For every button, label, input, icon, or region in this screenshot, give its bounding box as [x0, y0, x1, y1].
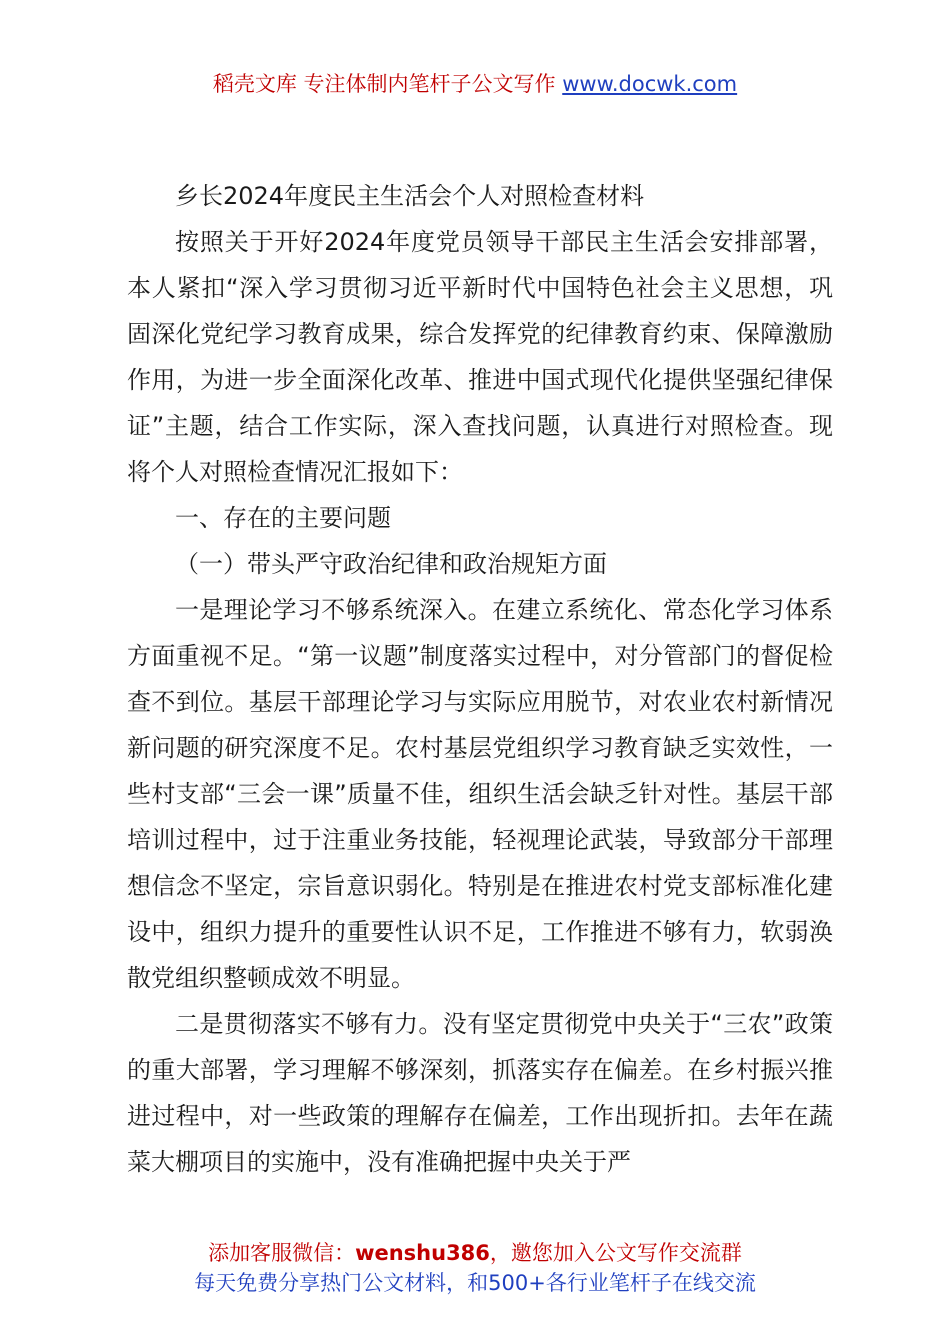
- paragraph-point-2: 二是贯彻落实不够有力。没有坚定贯彻党中央关于“三农”政策的重大部署，学习理解不够深刻，抓落实存在偏差。在乡村振兴推进过程中，对一些政策的理解存在偏差，工作出现折扣。去年在蔬菜大棚项目的实施中，没有准确把握中央关于严: [127, 1010, 833, 1176]
- footer-wechat-suffix: ，邀您加入公文写作交流群: [489, 1241, 742, 1265]
- subsection-heading: （一）带头严守政治纪律和政治规矩方面: [175, 550, 607, 578]
- page-footer: [0, 1238, 950, 1298]
- footer-line-2: 每天免费分享热门公文材料，和500+各行业笔杆子在线交流: [194, 1271, 756, 1295]
- footer-line-1: [0, 1238, 950, 1268]
- footer-wechat-prefix: 添加客服微信：: [208, 1241, 356, 1265]
- paragraph-point-1: 一是理论学习不够系统深入。在建立系统化、常态化学习体系方面重视不足。“第一议题”制度落实过程中，对分管部门的督促检查不到位。基层干部理论学习与实际应用脱节，对农业农村新情况新问题的研究深度不足。农村基层党组织学习教育缺乏实效性，一些村支部“三会一课”质量不佳，组织生活会缺乏针对性。基层干部培训过程中，过于注重业务技能，轻视理论武装，导致部分干部理想信念不坚定，宗旨意识弱化。特别是在推进农村党支部标准化建设中，组织力提升的重要性认识不足，工作推进不够有力，软弱涣散党组织整顿成效不明显。: [127, 596, 833, 992]
- header-brand: 稻壳文库 专注体制内笔杆子公文写作: [212, 72, 556, 96]
- section-heading: 一、存在的主要问题: [175, 504, 391, 532]
- footer-wechat-id: wenshu386: [355, 1241, 490, 1265]
- page-header: [0, 68, 950, 100]
- document-body: [127, 173, 833, 1185]
- paragraph-intro: 按照关于开好2024年度党员领导干部民主生活会安排部署，本人紧扣“深入学习贯彻习近平新时代中国特色社会主义思想，巩固深化党纪学习教育成果，综合发挥党的纪律教育约束、保障激励作用，为进一步全面深化改革、推进中国式现代化提供坚强纪律保证”主题，结合工作实际，深入查找问题，认真进行对照检查。现将个人对照检查情况汇报如下：: [127, 228, 833, 486]
- document-title: 乡长2024年度民主生活会个人对照检查材料: [175, 182, 645, 210]
- header-url-link[interactable]: www.docwk.com: [562, 72, 738, 96]
